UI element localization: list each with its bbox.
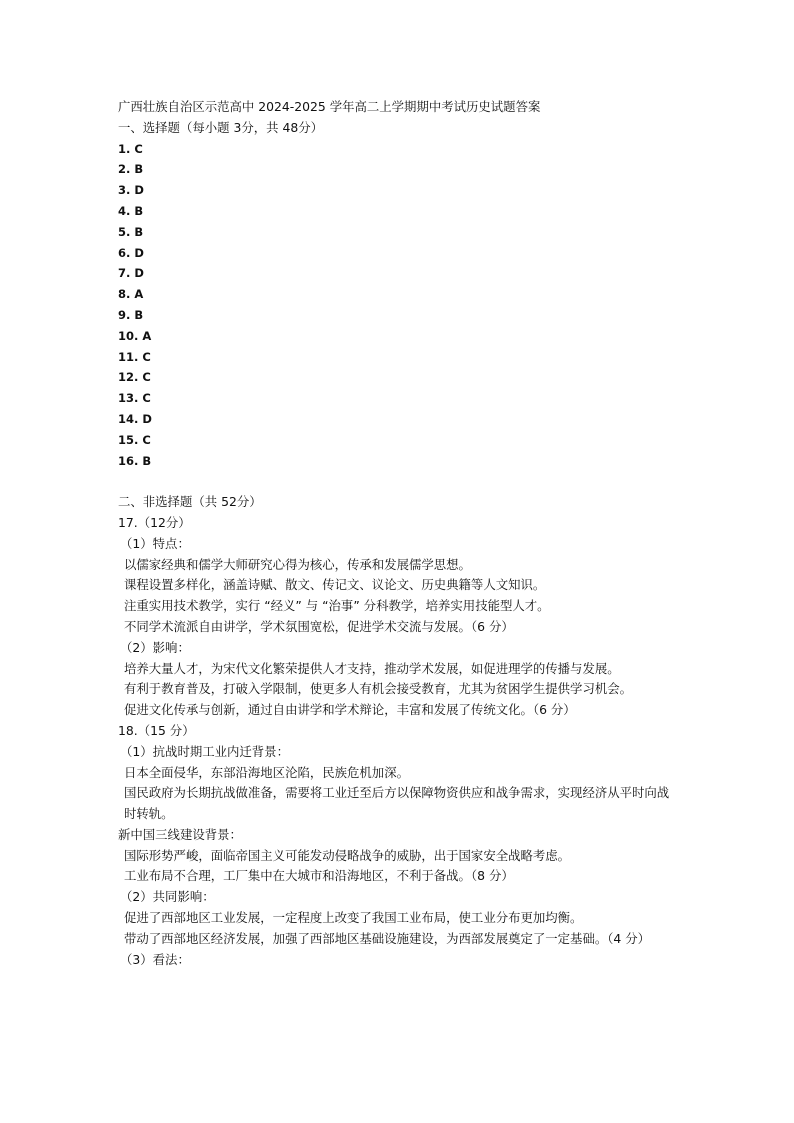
q17-part1-line: 不同学术流派自由讲学，学术氛围宽松，促进学术交流与发展。（6 分） — [124, 618, 514, 634]
section2-heading: 二、非选择题（共 52分） — [118, 494, 262, 510]
q18-part1-line: 日本全面侵华，东部沿海地区沦陷，民族危机加深。 — [124, 764, 409, 780]
q17-part1-label: （1）特点： — [120, 535, 190, 551]
answer-item: 14. D — [118, 411, 152, 426]
answer-item: 5. B — [118, 224, 144, 239]
answer-item: 16. B — [118, 453, 152, 468]
q17-part1-line: 课程设置多样化，涵盖诗赋、散文、传记文、议论文、历史典籍等人文知识。 — [124, 577, 546, 593]
spacer — [118, 471, 678, 492]
document-title: 广西壮族自治区示范高中 2024-2025 学年高二上学期期中考试历史试题答案 — [118, 99, 541, 114]
answer-item: 9. B — [118, 307, 144, 322]
q18-part3-label: （3）看法： — [120, 951, 190, 967]
q18-part2-line: 促进了西部地区工业发展，一定程度上改变了我国工业布局，使工业分布更加均衡。 — [124, 910, 583, 926]
answer-item: 12. C — [118, 370, 151, 385]
q17-part1-line: 以儒家经典和儒学大师研究心得为核心，传承和发展儒学思想。 — [124, 556, 471, 572]
answer-item: 15. C — [118, 432, 151, 447]
section1-heading: 一、选择题（每小题 3分，共 48分） — [118, 119, 323, 135]
answer-list — [118, 139, 678, 472]
answer-item: 10. A — [118, 328, 152, 343]
answer-item: 4. B — [118, 203, 144, 218]
q17-part1-line: 注重实用技术教学，实行 “经义” 与 “治事” 分科教学，培养实用技能型人才。 — [124, 598, 550, 614]
document-page — [118, 97, 678, 970]
q18-part1-label: （1）抗战时期工业内迁背景： — [120, 743, 289, 759]
q17-label: 17.（12分） — [118, 514, 191, 530]
answer-item: 3. D — [118, 183, 144, 198]
answer-item: 8. A — [118, 287, 144, 302]
q18-part1b-line: 国际形势严峻，面临帝国主义可能发动侵略战争的威胁，出于国家安全战略考虑。 — [124, 847, 571, 863]
answer-item: 2. B — [118, 162, 144, 177]
answer-item: 1. C — [118, 141, 143, 156]
answer-item: 11. C — [118, 349, 151, 364]
q17-part2-line: 促进文化传承与创新，通过自由讲学和学术辩论，丰富和发展了传统文化。（6 分） — [124, 702, 576, 718]
q17-part2-line: 培养大量人才，为宋代文化繁荣提供人才支持，推动学术发展，如促进理学的传播与发展。 — [124, 660, 620, 676]
q18-label: 18.（15 分） — [118, 722, 195, 738]
q17-part2-label: （2）影响： — [120, 639, 190, 655]
answer-item: 13. C — [118, 391, 151, 406]
q18-part2-line: 带动了西部地区经济发展，加强了西部地区基础设施建设，为西部发展奠定了一定基础。（4 分） — [124, 930, 651, 946]
q18-part1-line: 国民政府为长期抗战做准备，需要将工业迁至后方以保障物资供应和战争需求，实现经济从平时向战时转轨。 — [124, 785, 670, 822]
q18-part1b-label: 新中国三线建设背景： — [118, 826, 242, 842]
answer-item: 7. D — [118, 266, 144, 281]
q18-part1b-line: 工业布局不合理，工厂集中在大城市和沿海地区，不利于备战。（8 分） — [124, 868, 514, 884]
q18-part2-label: （2）共同影响： — [120, 889, 215, 905]
answer-item: 6. D — [118, 245, 144, 260]
q17-part2-line: 有利于教育普及，打破入学限制，使更多人有机会接受教育，尤其为贫困学生提供学习机会。 — [124, 681, 633, 697]
